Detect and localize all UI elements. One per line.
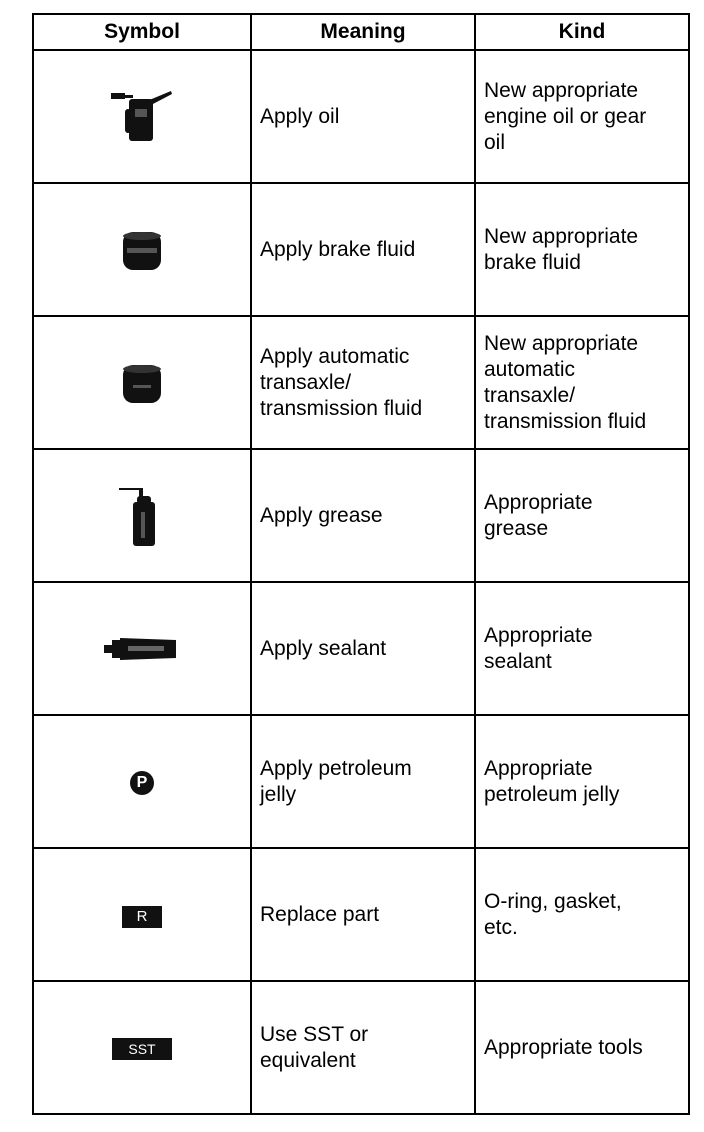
symbol-cell bbox=[33, 50, 251, 183]
kind-cell: Appropriate tools bbox=[475, 981, 689, 1114]
kind-cell: Appropriate sealant bbox=[475, 582, 689, 715]
meaning-cell: Apply sealant bbox=[251, 582, 475, 715]
kind-cell: O-ring, gasket, etc. bbox=[475, 848, 689, 981]
kind-cell: New appropriate automatic transaxle/ transmission fluid bbox=[475, 316, 689, 449]
header-symbol: Symbol bbox=[33, 14, 251, 50]
symbol-table bbox=[32, 13, 690, 1115]
meaning-cell: Apply petroleum jelly bbox=[251, 715, 475, 848]
table-row bbox=[33, 316, 689, 449]
meaning-cell: Apply oil bbox=[251, 50, 475, 183]
table-row bbox=[33, 449, 689, 582]
meaning-cell: Replace part bbox=[251, 848, 475, 981]
oil-can-icon bbox=[107, 87, 177, 147]
sealant-tube-icon bbox=[102, 634, 182, 664]
meaning-cell: Apply grease bbox=[251, 449, 475, 582]
table-row bbox=[33, 848, 689, 981]
kind-cell: Appropriate grease bbox=[475, 449, 689, 582]
sst-icon: SST bbox=[112, 1038, 172, 1060]
table-row bbox=[33, 715, 689, 848]
symbol-cell bbox=[33, 981, 251, 1114]
header-meaning: Meaning bbox=[251, 14, 475, 50]
petroleum-jelly-icon: P bbox=[130, 771, 154, 795]
symbol-cell bbox=[33, 183, 251, 316]
table-row bbox=[33, 582, 689, 715]
meaning-cell: Apply automatic transaxle/ transmission fluid bbox=[251, 316, 475, 449]
meaning-cell: Apply brake fluid bbox=[251, 183, 475, 316]
kind-cell: New appropriate brake fluid bbox=[475, 183, 689, 316]
table-row bbox=[33, 183, 689, 316]
grease-gun-icon bbox=[117, 484, 167, 548]
symbol-cell bbox=[33, 449, 251, 582]
table-row bbox=[33, 981, 689, 1114]
table-row bbox=[33, 50, 689, 183]
symbol-cell bbox=[33, 316, 251, 449]
symbol-cell bbox=[33, 582, 251, 715]
symbol-cell bbox=[33, 848, 251, 981]
atf-can-icon bbox=[117, 361, 167, 405]
kind-cell: New appropriate engine oil or gear oil bbox=[475, 50, 689, 183]
header-row bbox=[33, 14, 689, 50]
kind-cell: Appropriate petroleum jelly bbox=[475, 715, 689, 848]
symbol-cell bbox=[33, 715, 251, 848]
replace-part-icon: R bbox=[122, 906, 162, 928]
meaning-cell: Use SST or equivalent bbox=[251, 981, 475, 1114]
brake-fluid-can-icon bbox=[117, 228, 167, 272]
header-kind: Kind bbox=[475, 14, 689, 50]
